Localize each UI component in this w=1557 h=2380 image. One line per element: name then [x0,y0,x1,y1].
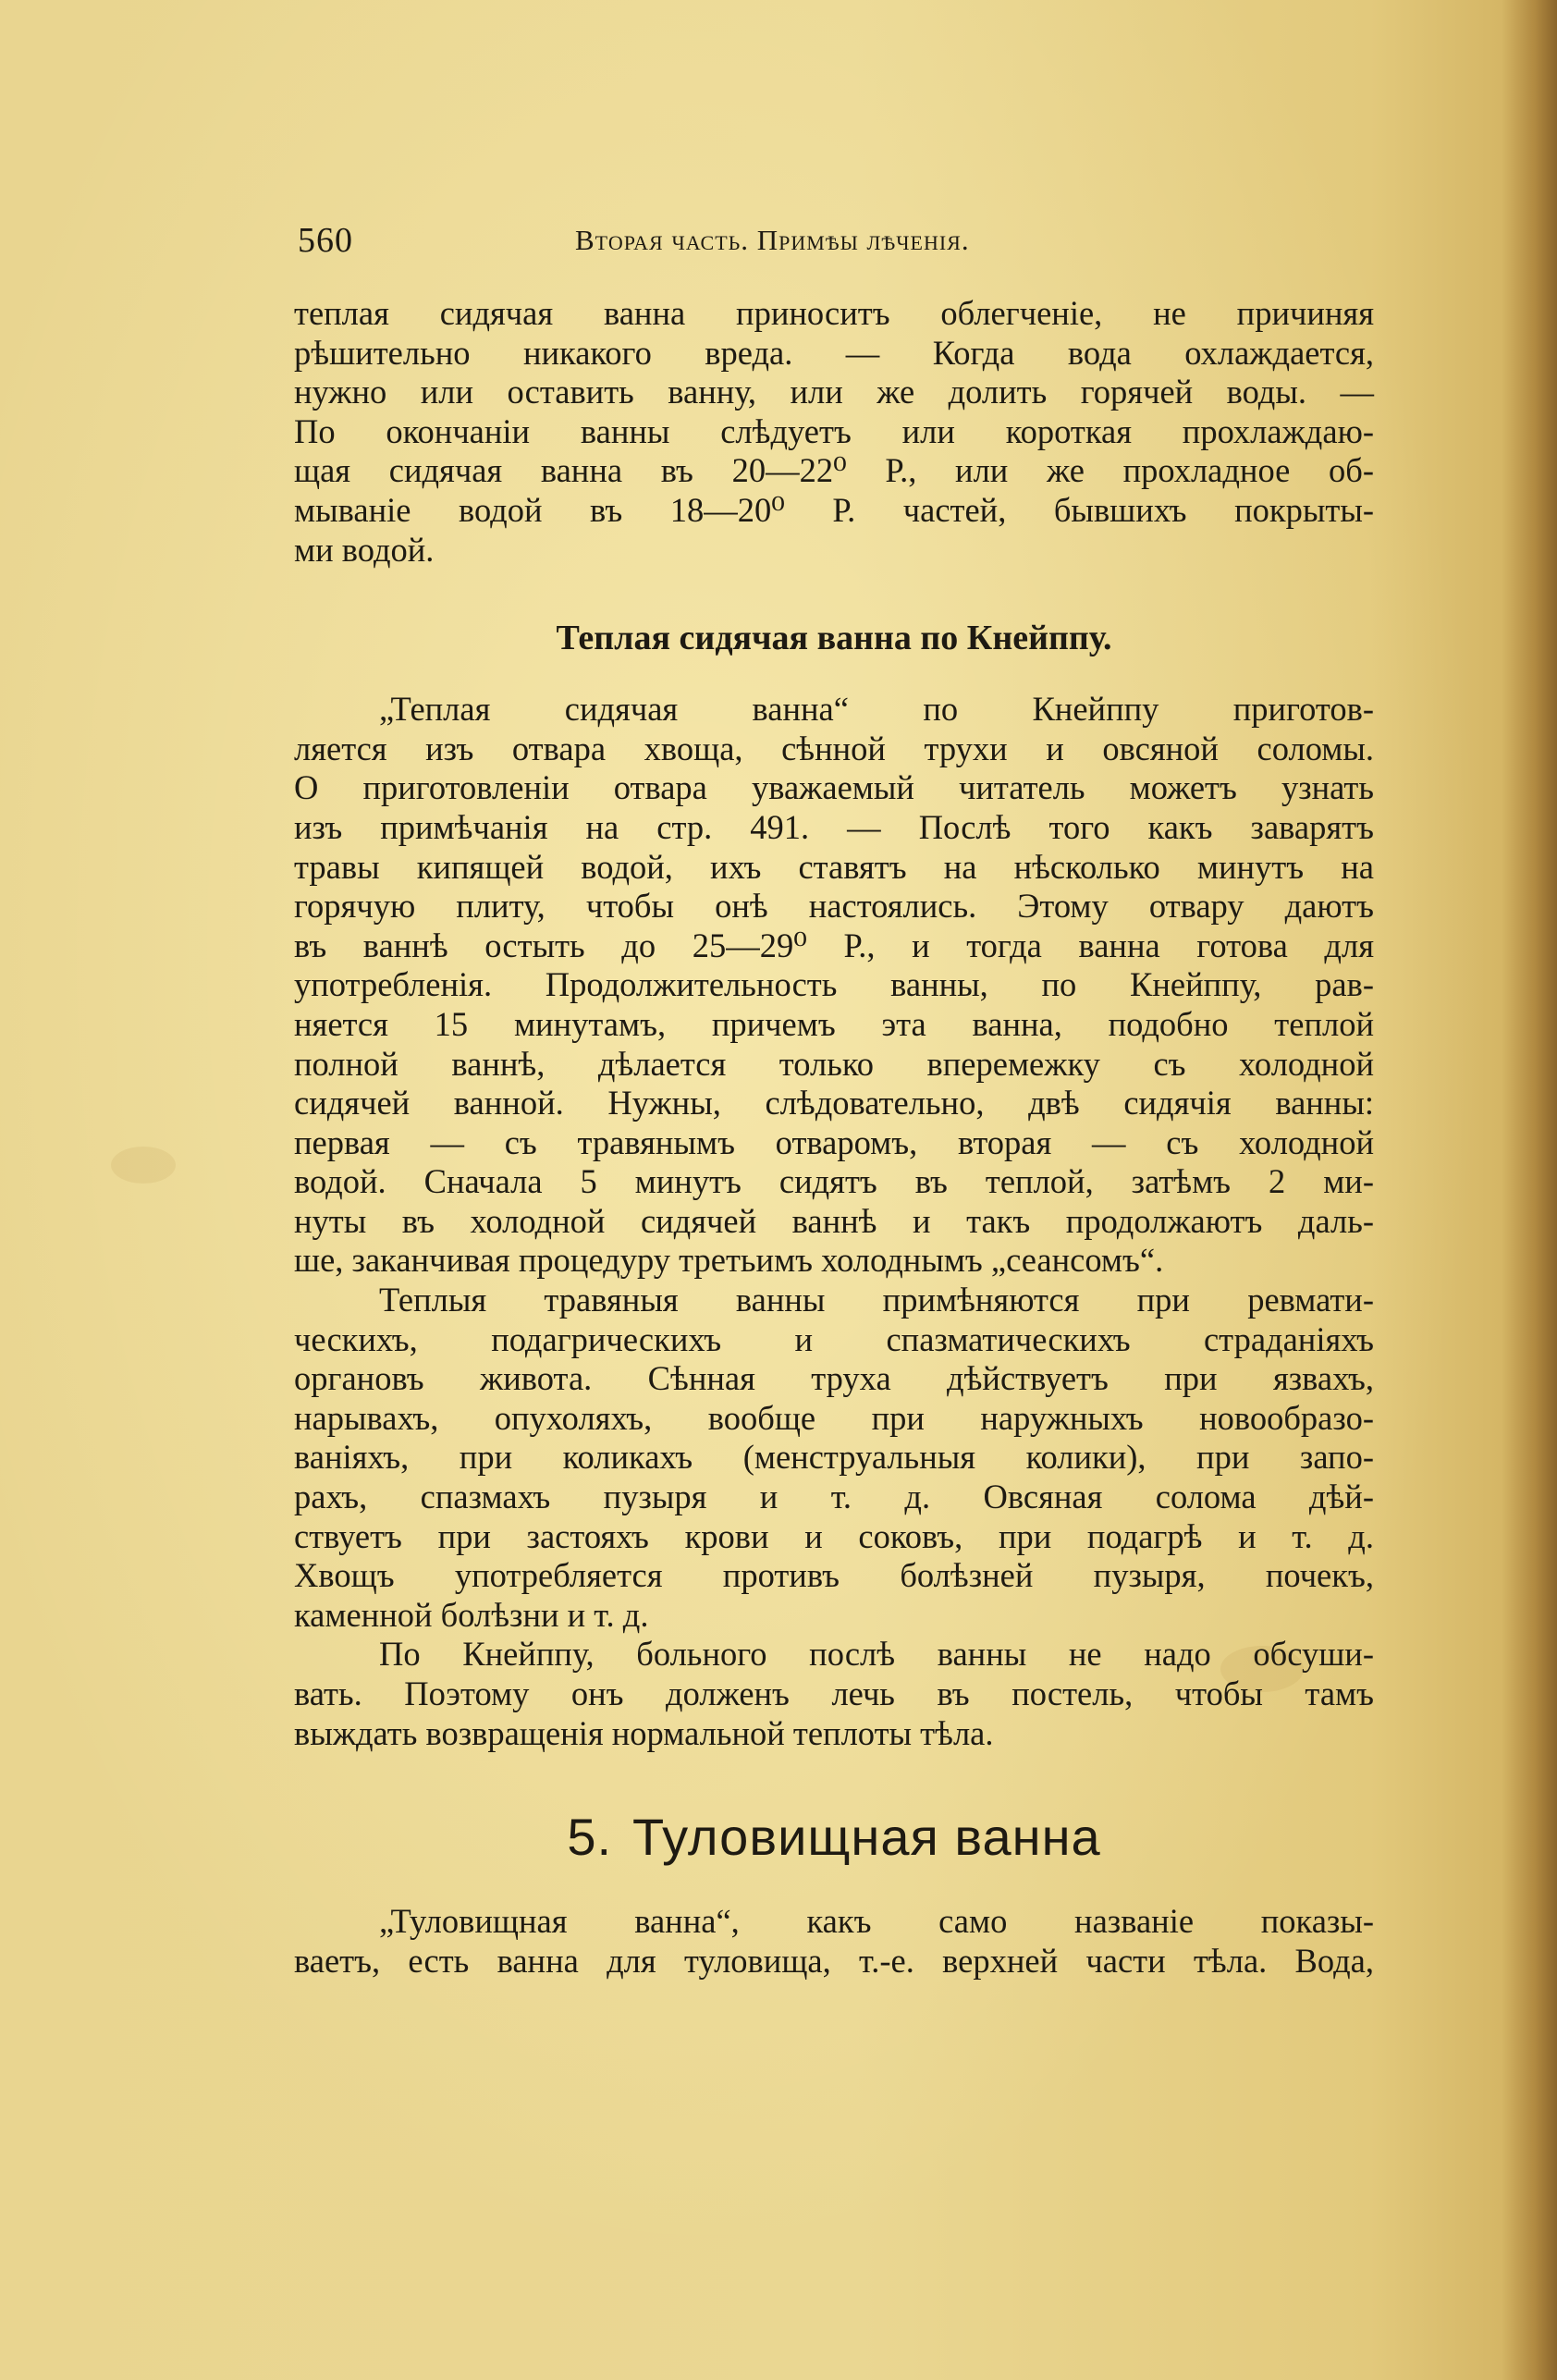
section-number: 5. [567,1808,613,1867]
text-line: ствуетъ при застояхъ крови и соковъ, при подагрѣ и т. д. [294,1516,1374,1555]
text-line: первая — съ травянымъ отваромъ, вторая — съ холодной [294,1123,1374,1161]
section-title: Туловищная ванна [632,1808,1101,1867]
text-block-3 [294,1902,1374,1981]
text-line: водой. Сначала 5 минутъ сидятъ въ теплой, затѣмъ 2 ми- [294,1162,1374,1201]
text-line: Хвощъ употребляется противъ болѣзней пузыря, почекъ, [294,1556,1374,1595]
running-title: Вторая часть. Примѣы лѣченія. [575,224,970,256]
text-line: О приготовленіи отвара уважаемый читатель можетъ узнать [294,768,1374,807]
page-spine-shadow [1502,0,1557,2380]
text-line: вать. Поэтому онъ долженъ лечь въ постель, чтобы тамъ [294,1675,1374,1712]
text-line: няется 15 минутамъ, причемъ эта ванна, подобно теплой [294,1004,1374,1043]
paragraph-p3 [294,1281,1374,1635]
text-line: рѣшительно никакого вреда. — Когда вода охлаждается, [294,333,1374,372]
page-content [294,220,1374,1981]
section-heading [294,1807,1374,1867]
subheading: Теплая сидячая ванна по Кнейппу. [556,619,1112,658]
text-line: ляется изъ отвара хвоща, сѣнной трухи и овсяной соломы. [294,729,1374,767]
paragraph-p5 [294,1902,1374,1981]
text-line: По Кнейппу, больного послѣ ванны не надо обсуши- [379,1635,1374,1674]
text-line: „Туловищная ванна“, какъ само названіе показы- [379,1902,1374,1941]
paragraph-p4 [294,1635,1374,1753]
text-block-1 [294,294,1374,570]
paper-stain [111,1147,176,1184]
text-line: ваетъ, есть ванна для туловища, т.-е. верхней части тѣла. Вода, [294,1941,1374,1980]
text-line: По окончаніи ванны слѣдуетъ или короткая прохлаждаю- [294,411,1374,450]
text-line: мываніе водой въ 18—20⁰ Р. частей, бывшихъ покрыты- [294,490,1374,529]
page-number: 560 [298,221,353,260]
text-line: горячую плиту, чтобы онѣ настоялись. Этому отвару даютъ [294,887,1374,926]
text-line: выждать возвращенія нормальной теплоты тѣла. [294,1713,994,1752]
text-line: сидячей ванной. Нужны, слѣдовательно, двѣ сидячія ванны: [294,1084,1374,1123]
text-line: въ ваннѣ остыть до 25—29⁰ Р., и тогда ванна готова для [294,926,1374,964]
text-line: нуты въ холодной сидячей ваннѣ и такъ продолжаютъ даль- [294,1201,1374,1240]
text-line: нужно или оставить ванну, или же долить горячей воды. — [294,373,1374,411]
text-line: органовъ живота. Сѣнная труха дѣйствуетъ при язвахъ, [294,1359,1374,1398]
paragraph-p1 [294,294,1374,570]
text-line: щая сидячая ванна въ 20—22⁰ Р., или же прохладное об- [294,451,1374,490]
text-line: употребленія. Продолжительность ванны, по Кнейппу, рав- [294,965,1374,1004]
text-line: нарывахъ, опухоляхъ, вообще при наружныхъ новообразо- [294,1398,1374,1437]
text-line: травы кипящей водой, ихъ ставятъ на нѣсколько минутъ на [294,847,1374,886]
paragraph-p2 [294,690,1374,1281]
text-line: ми водой. [294,530,435,569]
text-line: ше, заканчивая процедуру третьимъ холоднымъ „сеансомъ“. [294,1241,1164,1280]
text-line: „Теплая сидячая ванна“ по Кнейппу приготов- [379,690,1374,729]
text-line: изъ примѣчанія на стр. 491. — Послѣ того какъ заварятъ [294,807,1374,846]
text-line: Теплыя травяныя ванны примѣняются при ревмати- [379,1281,1374,1319]
text-line: рахъ, спазмахъ пузыря и т. д. Овсяная солома дѣй- [294,1478,1374,1516]
text-line: ческихъ, подагрическихъ и спазматическихъ страданіяхъ [294,1319,1374,1358]
text-line: теплая сидячая ванна приноситъ облегченіе, не причиняя [294,294,1374,332]
running-header [294,220,1374,268]
text-line: каменной болѣзни и т. д. [294,1595,649,1634]
text-line: ваніяхъ, при коликахъ (менструальныя колики), при запо- [294,1438,1374,1477]
text-block-2 [294,690,1374,1753]
text-line: полной ваннѣ, дѣлается только вперемежку съ холодной [294,1044,1374,1083]
